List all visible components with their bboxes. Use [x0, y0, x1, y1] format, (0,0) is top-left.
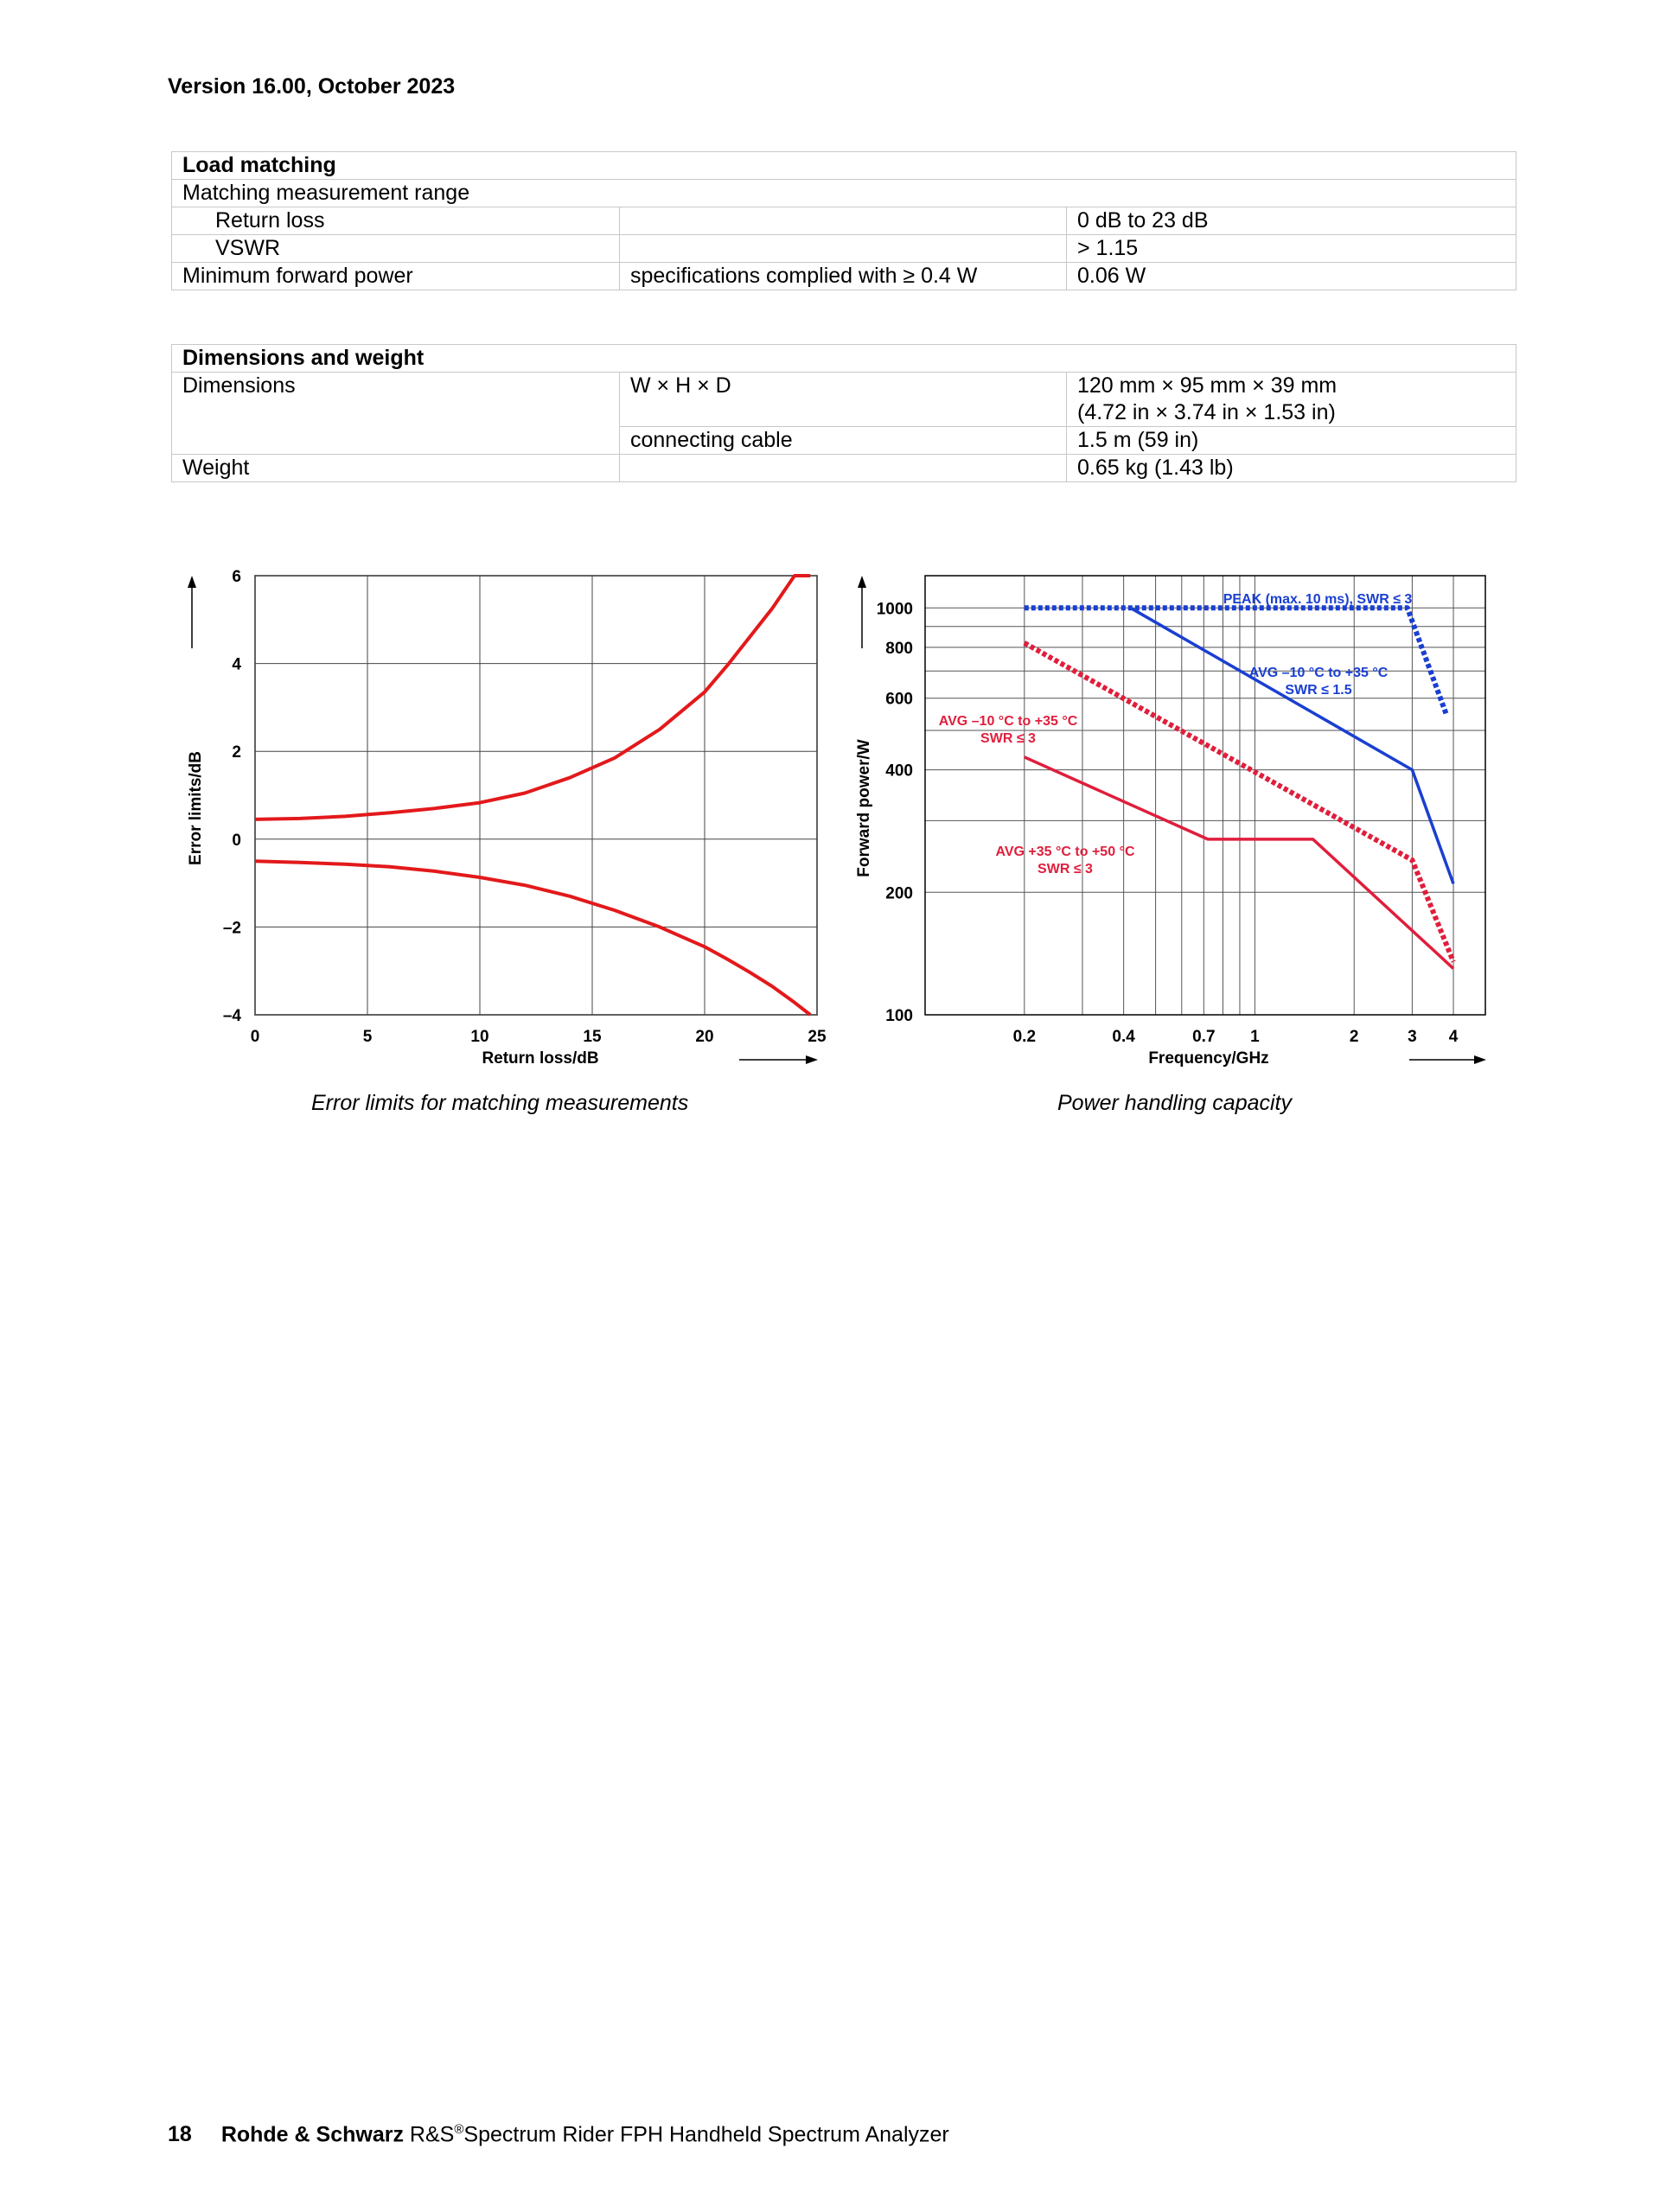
y-tick-label: 600	[885, 690, 913, 709]
arrow-head-icon	[858, 576, 866, 588]
row-label: Minimum forward power	[172, 263, 620, 290]
y-tick-label: 4	[232, 655, 241, 674]
annotation-label-line2: SWR ≤ 3	[980, 731, 1036, 746]
x-tick-label: 1	[1250, 1028, 1260, 1046]
y-tick-label: 200	[885, 884, 913, 903]
chart-series-group	[1025, 608, 1453, 968]
chart-grid	[255, 576, 817, 1015]
arrow-head-icon	[1474, 1055, 1486, 1064]
chart-caption-power-handling: Power handling capacity	[1057, 1091, 1292, 1115]
row-condition: W × H × D	[620, 373, 1067, 427]
table-row	[172, 180, 1516, 207]
table-row	[172, 235, 1516, 263]
table-header-row	[172, 345, 1516, 373]
document-version: Version 16.00, October 2023	[168, 74, 456, 99]
x-axis-label: Return loss/dB	[482, 1049, 599, 1068]
footer-product: Spectrum Rider FPH Handheld Spectrum Analyzer	[463, 2122, 949, 2147]
annotation-label: PEAK (max. 10 ms), SWR ≤ 3	[1223, 592, 1413, 607]
y-tick-label: 100	[885, 1007, 913, 1025]
page-footer	[168, 2122, 949, 2147]
table-row	[172, 455, 1516, 482]
row-value	[1067, 373, 1516, 427]
x-tick-label: 10	[470, 1028, 489, 1046]
chart-caption-error-limits: Error limits for matching measurements	[311, 1091, 689, 1115]
x-tick-label: 0.7	[1192, 1028, 1216, 1046]
chart-tick-labels	[223, 568, 827, 1046]
row-condition	[620, 235, 1067, 263]
y-tick-label: 6	[232, 568, 241, 586]
annotation-label: AVG –10 °C to +35 °C	[1248, 666, 1389, 680]
arrow-head-icon	[188, 576, 196, 588]
x-tick-label: 25	[808, 1028, 827, 1046]
chart-series-group	[255, 576, 810, 1015]
axis-arrows	[858, 576, 1486, 1064]
footer-brand: Rohde & Schwarz	[220, 2122, 404, 2147]
table-row	[172, 207, 1516, 235]
upper-error-limit-line	[255, 576, 810, 819]
peak-series-line	[1025, 608, 1446, 713]
row-value: 0.65 kg (1.43 lb)	[1067, 455, 1516, 482]
avg-swr15-series-line	[1131, 608, 1453, 883]
avg-swr3-series-line	[1025, 643, 1453, 962]
table-row	[172, 263, 1516, 290]
x-tick-label: 4	[1448, 1028, 1459, 1046]
y-tick-label: 0	[232, 831, 241, 850]
lower-error-limit-line	[255, 861, 810, 1015]
annotation-label-line2: SWR ≤ 3	[1038, 862, 1093, 877]
x-axis-label: Frequency/GHz	[1148, 1049, 1269, 1068]
row-condition: connecting cable	[620, 427, 1067, 455]
dimensions-imperial: (4.72 in × 3.74 in × 1.53 in)	[1077, 400, 1336, 424]
table-header-row	[172, 152, 1516, 180]
table-row	[172, 373, 1516, 427]
y-tick-label: –2	[222, 919, 241, 938]
row-value: 1.5 m (59 in)	[1067, 427, 1516, 455]
x-tick-label: 15	[583, 1028, 602, 1046]
x-tick-label: 3	[1408, 1028, 1417, 1046]
y-tick-label: –4	[222, 1007, 241, 1025]
x-tick-label: 2	[1349, 1028, 1359, 1046]
row-label: Dimensions	[172, 373, 620, 455]
row-label: Matching measurement range	[172, 180, 1516, 207]
chart-grid	[925, 576, 1485, 1015]
row-value: 0 dB to 23 dB	[1067, 207, 1516, 235]
row-value: > 1.15	[1067, 235, 1516, 263]
arrow-head-icon	[806, 1055, 818, 1064]
power-handling-chart	[843, 562, 1500, 1081]
x-tick-label: 0.4	[1112, 1028, 1135, 1046]
y-tick-label: 1000	[876, 600, 913, 619]
x-tick-label: 0	[250, 1028, 260, 1046]
row-condition: specifications complied with ≥ 0.4 W	[620, 263, 1067, 290]
load-matching-table	[171, 151, 1516, 290]
y-tick-label: 800	[885, 639, 913, 658]
x-tick-label: 20	[695, 1028, 714, 1046]
y-tick-label: 400	[885, 762, 913, 781]
dimensions-table	[171, 344, 1516, 482]
page-number: 18	[168, 2122, 192, 2147]
load-matching-title: Load matching	[172, 152, 1516, 180]
annotation-label-line2: SWR ≤ 1.5	[1285, 683, 1352, 698]
row-label: VSWR	[172, 235, 620, 263]
row-value: 0.06 W	[1067, 263, 1516, 290]
footer-product-prefix: R&S	[403, 2122, 455, 2147]
y-tick-label: 2	[232, 743, 241, 762]
row-label: Weight	[172, 455, 620, 482]
row-label: Return loss	[172, 207, 620, 235]
x-tick-label: 5	[362, 1028, 373, 1046]
annotation-label: AVG +35 °C to +50 °C	[995, 845, 1135, 859]
error-limits-chart	[173, 562, 830, 1081]
dimensions-metric: 120 mm × 95 mm × 39 mm	[1077, 373, 1338, 398]
y-axis-label: Error limits/dB	[187, 751, 205, 865]
registered-mark: ®	[454, 2122, 464, 2137]
dimensions-title: Dimensions and weight	[172, 345, 1516, 373]
row-condition	[620, 455, 1067, 482]
annotation-label: AVG –10 °C to +35 °C	[938, 714, 1078, 729]
plot-frame	[925, 576, 1485, 1015]
row-condition	[620, 207, 1067, 235]
y-axis-label: Forward power/W	[855, 739, 873, 877]
x-tick-label: 0.2	[1012, 1028, 1037, 1046]
plot-frame	[255, 576, 817, 1015]
